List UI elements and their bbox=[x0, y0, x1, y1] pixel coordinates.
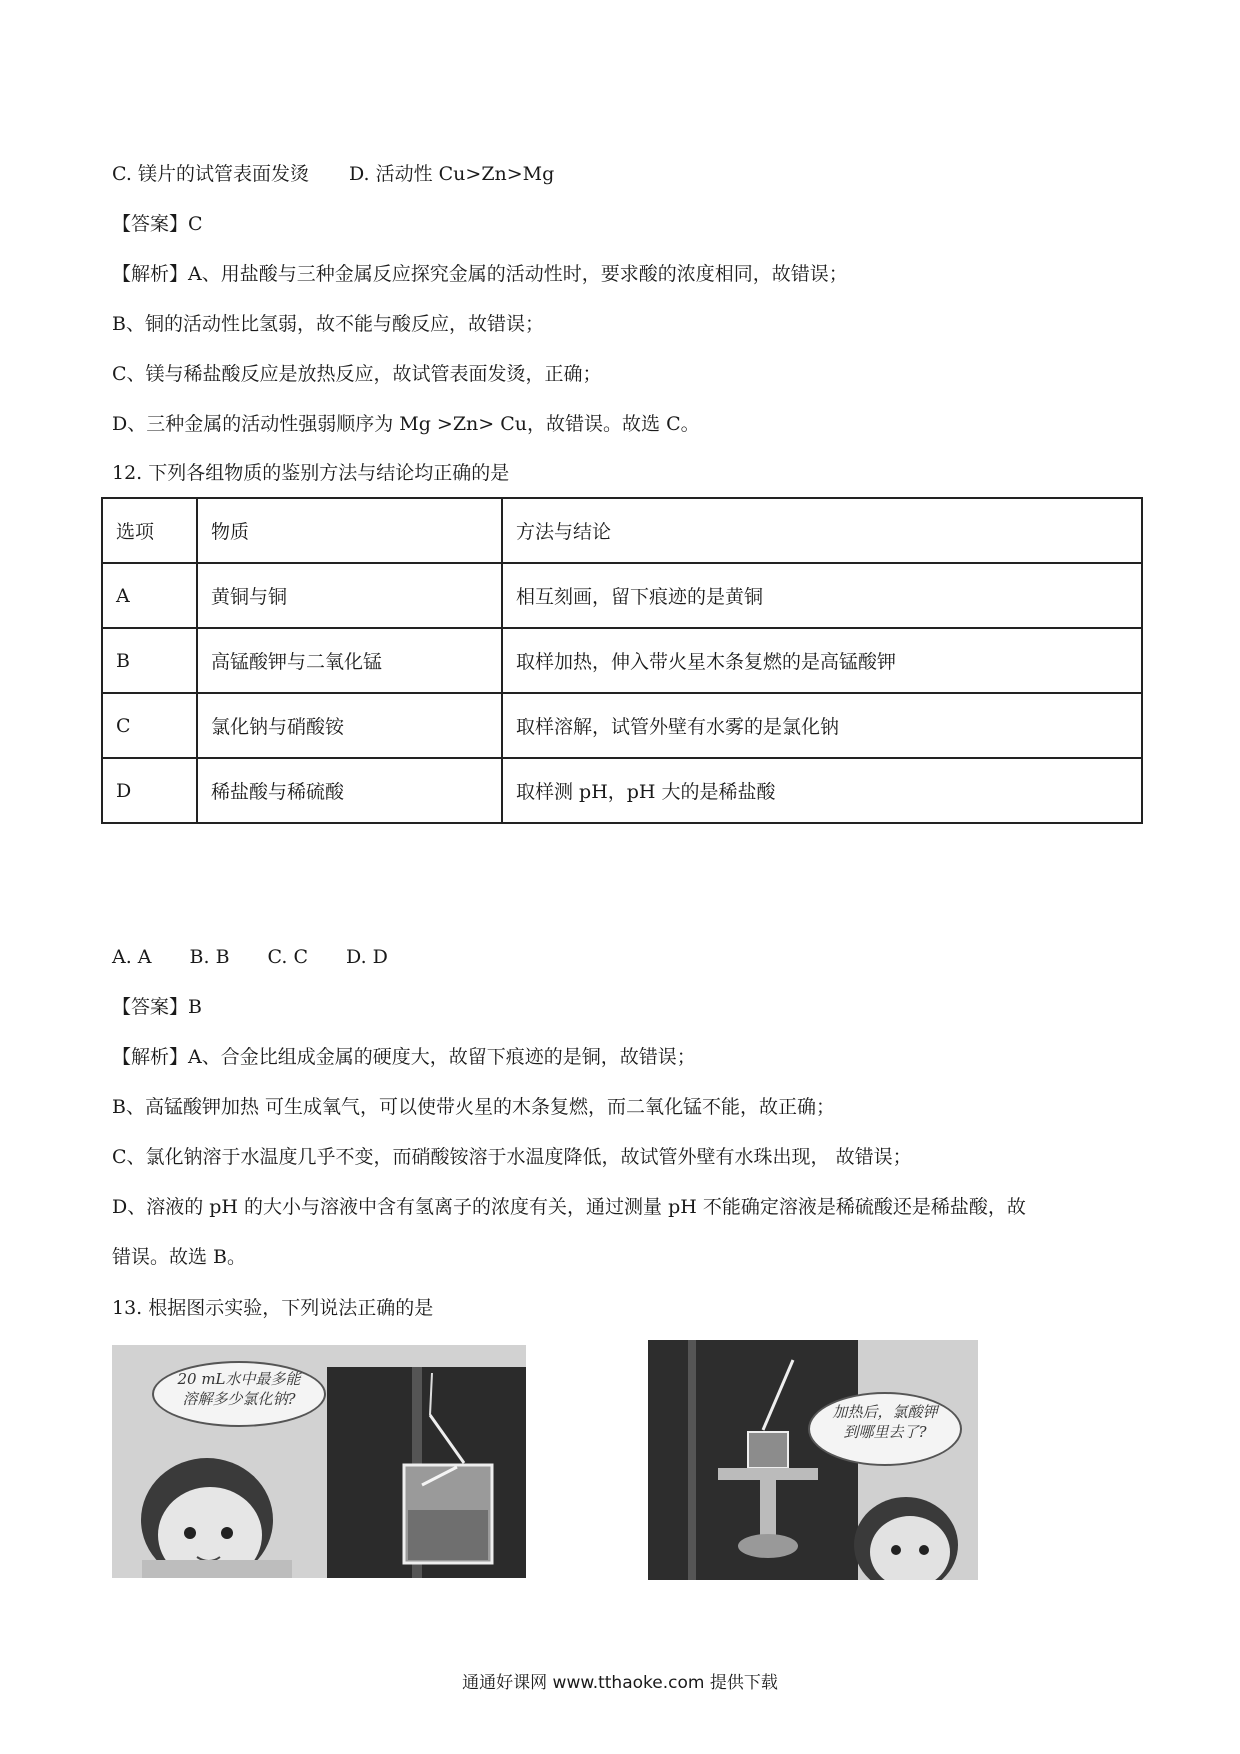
q12-analysis-line: B、高锰酸钾加热 可生成氧气，可以使带火星的木条复燃，而二氧化锰不能，故正确； bbox=[112, 1096, 836, 1118]
table-cell: D bbox=[102, 758, 197, 823]
table-cell: A bbox=[102, 563, 197, 628]
q13-figure-right bbox=[648, 1340, 978, 1580]
q12-option-b: B. B bbox=[189, 946, 230, 968]
table-row bbox=[102, 693, 1142, 758]
table-header-row bbox=[102, 498, 1142, 563]
table-cell: 高锰酸钾与二氧化锰 bbox=[197, 628, 502, 693]
table-header-cell: 选项 bbox=[102, 498, 197, 563]
page-footer: 通通好课网 www.tthaoke.com 提供下载 bbox=[462, 1673, 778, 1693]
bubble-text-line: 溶解多少氯化钠? bbox=[182, 1390, 296, 1408]
q13-left-speech-bubble bbox=[152, 1361, 326, 1427]
table-cell: 黄铜与铜 bbox=[197, 563, 502, 628]
q12-table bbox=[101, 497, 1143, 824]
table-cell: 取样溶解，试管外壁有水雾的是氯化钠 bbox=[502, 693, 1142, 758]
table-cell: C bbox=[102, 693, 197, 758]
q12-analysis-line: D、溶液的 pH 的大小与溶液中含有氢离子的浓度有关，通过测量 pH 不能确定溶液是稀硫酸还是稀盐酸，故 bbox=[112, 1196, 1026, 1218]
q11-answer: 【答案】C bbox=[112, 213, 203, 235]
table-row bbox=[102, 563, 1142, 628]
bubble-text-line: 到哪里去了? bbox=[843, 1423, 927, 1441]
bubble-text-line: 加热后，氯酸钾 bbox=[832, 1403, 938, 1421]
q12-analysis-line: 【解析】A、合金比组成金属的硬度大，故留下痕迹的是铜，故错误； bbox=[112, 1046, 696, 1068]
table-header-cell: 物质 bbox=[197, 498, 502, 563]
q12-analysis-line: C、氯化钠溶于水温度几乎不变，而硝酸铵溶于水温度降低，故试管外壁有水珠出现， 故错误； bbox=[112, 1146, 912, 1168]
q11-analysis-line: B、铜的活动性比氢弱，故不能与酸反应，故错误； bbox=[112, 313, 544, 335]
table-cell: 相互刻画，留下痕迹的是黄铜 bbox=[502, 563, 1142, 628]
q12-question: 12. 下列各组物质的鉴别方法与结论均正确的是 bbox=[112, 462, 510, 484]
table-header-cell: 方法与结论 bbox=[502, 498, 1142, 563]
q12-answer: 【答案】B bbox=[112, 996, 202, 1018]
q12-options bbox=[112, 945, 426, 969]
table-cell: 取样测 pH，pH 大的是稀盐酸 bbox=[502, 758, 1142, 823]
table-row bbox=[102, 758, 1142, 823]
q11-analysis-line: 【解析】A、用盐酸与三种金属反应探究金属的活动性时，要求酸的浓度相同，故错误； bbox=[112, 263, 848, 285]
table-cell: 取样加热，伸入带火星木条复燃的是高锰酸钾 bbox=[502, 628, 1142, 693]
q11-options-cd bbox=[112, 162, 554, 186]
q13-question: 13. 根据图示实验，下列说法正确的是 bbox=[112, 1297, 434, 1319]
q12-option-c: C. C bbox=[267, 946, 309, 968]
bubble-text-line: 20 mL水中最多能 bbox=[177, 1370, 301, 1388]
cartoon-boy-heating-illustration bbox=[648, 1340, 978, 1580]
table-cell: 氯化钠与硝酸铵 bbox=[197, 693, 502, 758]
q12-option-a: A. A bbox=[112, 946, 152, 968]
q11-option-c: C. 镁片的试管表面发烫 bbox=[112, 163, 309, 185]
q12-option-d: D. D bbox=[346, 946, 388, 968]
q11-analysis-line: D、三种金属的活动性强弱顺序为 Mg >Zn> Cu，故错误。故选 C。 bbox=[112, 413, 700, 435]
table-row bbox=[102, 628, 1142, 693]
table-cell: B bbox=[102, 628, 197, 693]
q13-figure-left bbox=[112, 1345, 526, 1578]
q11-analysis-line: C、镁与稀盐酸反应是放热反应，故试管表面发烫，正确； bbox=[112, 363, 602, 385]
q11-option-d: D. 活动性 Cu>Zn>Mg bbox=[348, 163, 555, 185]
table-cell: 稀盐酸与稀硫酸 bbox=[197, 758, 502, 823]
q13-right-speech-bubble bbox=[808, 1392, 962, 1466]
q12-analysis-line: 错误。故选 B。 bbox=[112, 1246, 247, 1268]
